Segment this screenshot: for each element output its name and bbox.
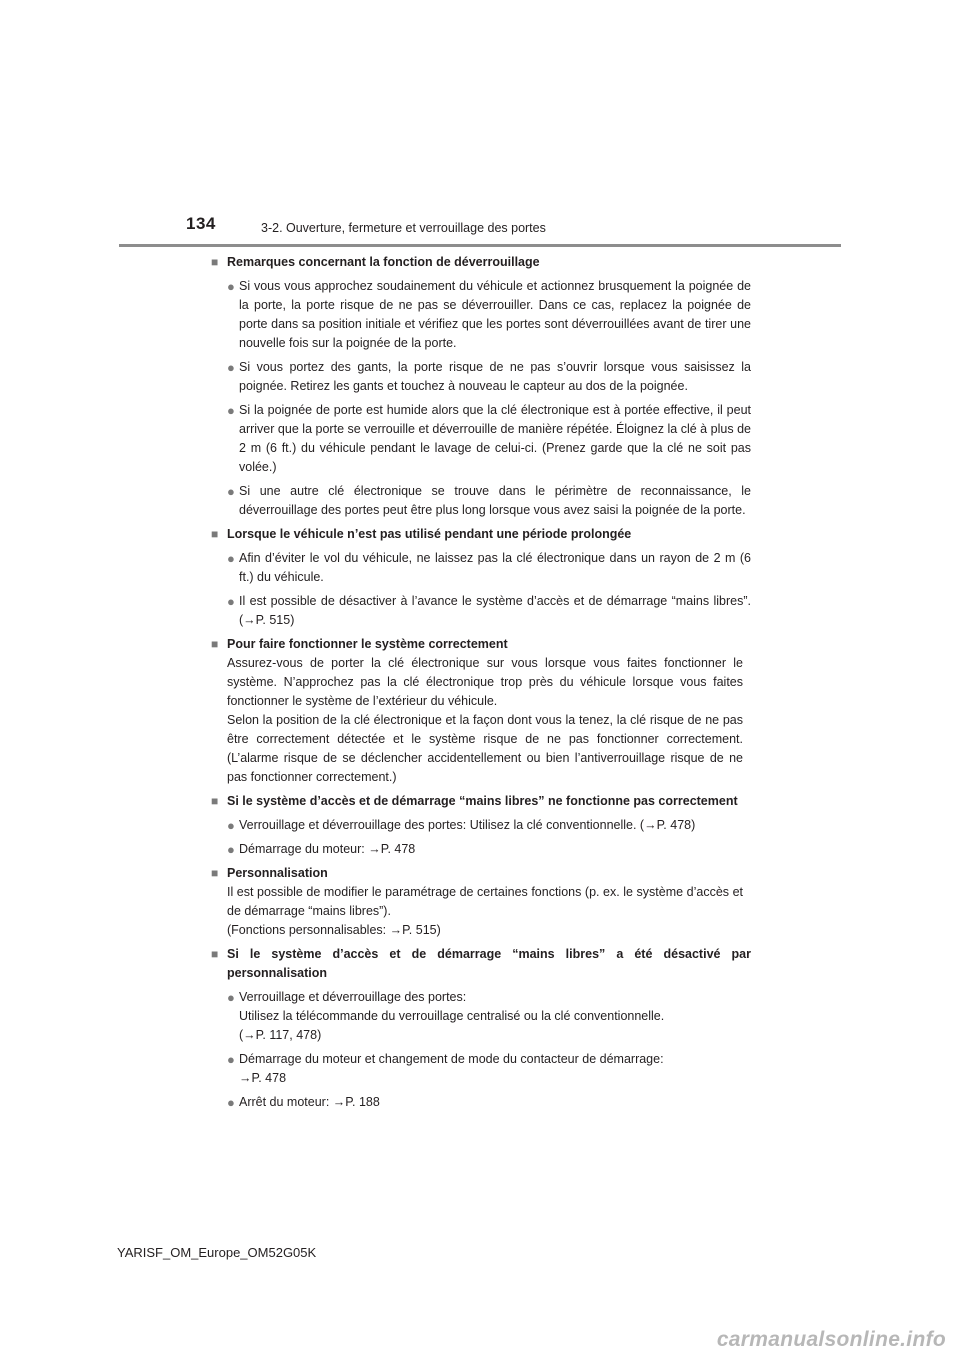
section-customization: [211, 864, 751, 940]
round-bullet-icon: ●: [227, 484, 235, 499]
section-unlock-notes: [211, 253, 751, 520]
list-item: ● Arrêt du moteur: →P. 188: [227, 1095, 380, 1110]
list-item: ● Afin d’éviter le vol du véhicule, ne laissez pas la clé électronique dans un rayon de 2 m (6 ft.) du véhicule.: [227, 549, 751, 587]
round-bullet-icon: ●: [227, 1095, 235, 1110]
footer-doc-id: YARISF_OM_Europe_OM52G05K: [117, 1245, 317, 1260]
section-heading: ■ Si le système d’accès et de démarrage “mains libres” ne fonctionne pas correctement: [211, 792, 751, 811]
list-item: ● Démarrage du moteur: →P. 478: [227, 842, 416, 857]
round-bullet-icon: ●: [227, 990, 235, 1005]
section-malfunction: [211, 792, 751, 859]
square-bullet-icon: ■: [211, 794, 219, 808]
list-item: ● Démarrage du moteur et changement de mode du contacteur de démarrage: →P. 478: [227, 1050, 751, 1088]
square-bullet-icon: ■: [211, 947, 219, 961]
list-item: ● Verrouillage et déverrouillage des portes: Utilisez la télécommande du verrouillage centralisé ou la clé conventionnelle. (→P. 117, 478): [227, 988, 751, 1045]
section-paragraph: Il est possible de modifier le paramétrage de certaines fonctions (p. ex. le système d’accès et de démarrage “mains libres”). (Fonctions personnalisables: →P. 515): [227, 885, 743, 937]
watermark: carmanualsonline.info: [716, 1328, 946, 1351]
list-item: ● Si vous vous approchez soudainement du véhicule et actionnez brusquement la poignée de la porte, la porte risque de ne pas se déverrouiller. Dans ce cas, replacez la poignée de porte dans sa position initiale et vérifiez que les portes sont déverrouillées avant de tirer une nouvelle fois sur la poignée de la porte.: [227, 277, 751, 353]
header-rule: [119, 244, 841, 247]
round-bullet-icon: ●: [227, 818, 235, 833]
round-bullet-icon: ●: [227, 360, 235, 375]
section-long-term-storage: [211, 525, 751, 630]
round-bullet-icon: ●: [227, 1052, 235, 1067]
round-bullet-icon: ●: [227, 551, 235, 566]
round-bullet-icon: ●: [227, 594, 235, 609]
section-correct-operation: [211, 635, 751, 787]
round-bullet-icon: ●: [227, 403, 235, 418]
section-title: 3-2. Ouverture, fermeture et verrouillage des portes: [261, 221, 546, 235]
list-item: ● Si une autre clé électronique se trouve dans le périmètre de reconnaissance, le déverrouillage des portes peut être plus long lorsque vous avez saisi la poignée de la porte.: [227, 482, 751, 520]
square-bullet-icon: ■: [211, 866, 219, 880]
manual-content: [211, 253, 751, 1117]
section-paragraph: Assurez-vous de porter la clé électronique sur vous lorsque vous faites fonctionner le système. N’approchez pas la clé électronique trop près du véhicule lorsque vous faites fonctionner le système de l’extérieur du véhicule. Selon la position de la clé électronique et la façon dont vous la tenez, la clé risque de ne pas être correctement détectée et le système risque de ne pas fonctionner correctement. (L’alarme risque de se déclencher accidentellement ou bien l’antiverrouillage risque de ne pas fonctionner correctement.): [227, 656, 743, 784]
list-item: ● Il est possible de désactiver à l’avance le système d’accès et de démarrage “mains libres”. (→P. 515): [227, 592, 751, 630]
page-number: 134: [186, 214, 216, 233]
square-bullet-icon: ■: [211, 527, 219, 541]
round-bullet-icon: ●: [227, 279, 235, 294]
round-bullet-icon: ●: [227, 842, 235, 857]
section-heading: ■ Personnalisation: [211, 864, 751, 883]
section-heading: ■ Si le système d’accès et de démarrage “mains libres” a été désactivé par personnalisation: [211, 945, 751, 983]
section-heading: ■ Lorsque le véhicule n’est pas utilisé pendant une période prolongée: [211, 525, 751, 544]
section-disabled-by-customization: [211, 945, 751, 1112]
square-bullet-icon: ■: [211, 255, 219, 269]
section-heading: ■ Remarques concernant la fonction de déverrouillage: [211, 253, 751, 272]
square-bullet-icon: ■: [211, 637, 219, 651]
section-heading: ■ Pour faire fonctionner le système correctement: [211, 635, 751, 654]
list-item: ● Si vous portez des gants, la porte risque de ne pas s’ouvrir lorsque vous saisissez la poignée. Retirez les gants et touchez à nouveau le capteur au dos de la poignée.: [227, 358, 751, 396]
list-item: ● Verrouillage et déverrouillage des portes: Utilisez la clé conventionnelle. (→P. 478): [227, 818, 696, 833]
list-item: ● Si la poignée de porte est humide alors que la clé électronique est à portée effective, il peut arriver que la porte se verrouille et déverrouille de manière répétée. Éloignez la clé à plus de 2 m (6 ft.) du véhicule pendant le lavage de celui-ci. (Prenez garde que la clé ne soit pas volée.): [227, 401, 751, 477]
